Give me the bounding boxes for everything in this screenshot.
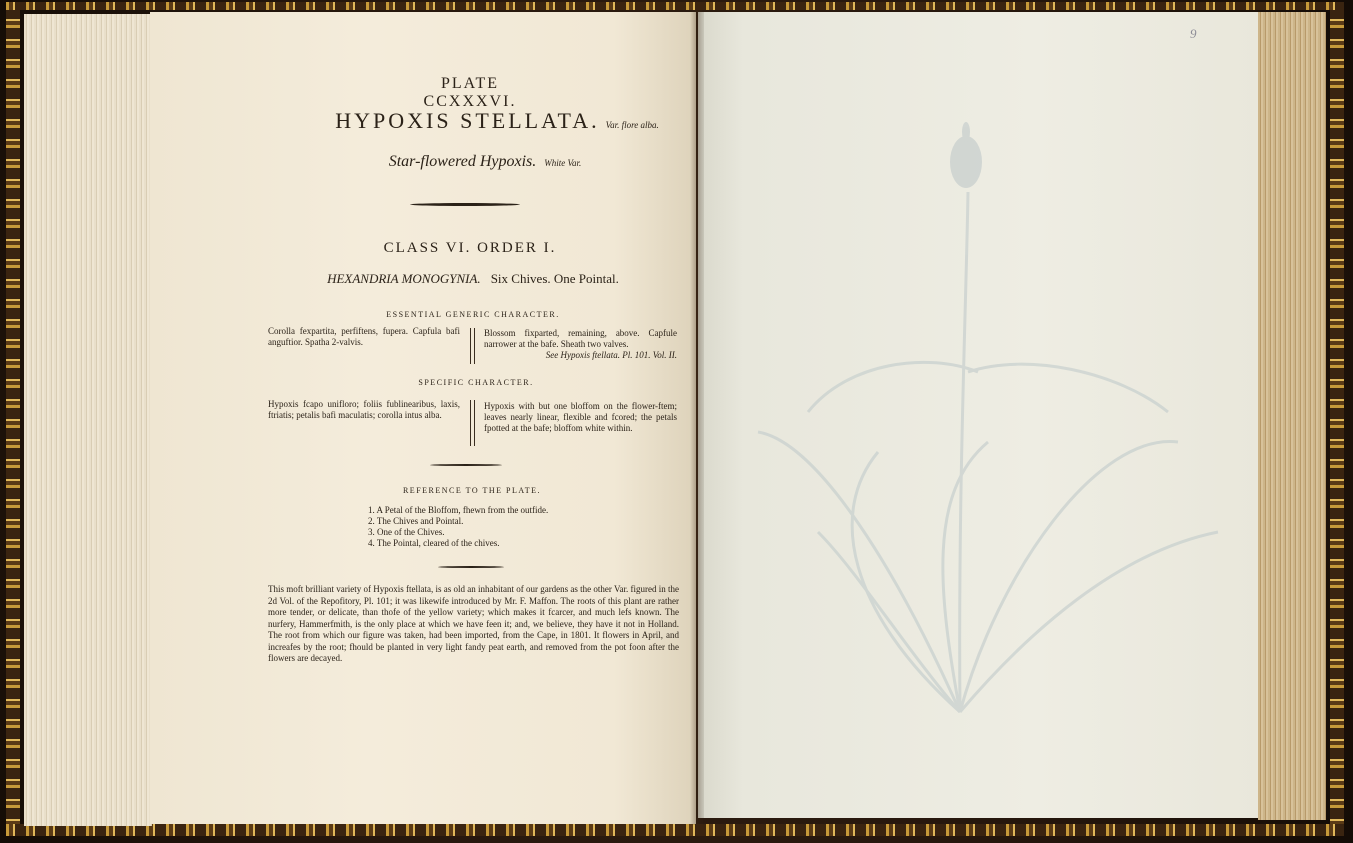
gilt-border-bottom	[6, 824, 1344, 836]
gilt-border-right	[1330, 10, 1344, 828]
essential-english-block	[484, 328, 677, 361]
system-english: Six Chives. One Pointal.	[490, 271, 619, 286]
common-variety: White Var.	[544, 158, 582, 168]
gilt-border-top	[6, 2, 1344, 10]
essential-see-reference: See Hypoxis ftellata. Pl. 101. Vol. II.	[545, 350, 677, 360]
common-name: Star-flowered Hypoxis.	[388, 153, 537, 170]
ornamental-rule	[438, 566, 504, 568]
right-page-edges	[1258, 12, 1326, 820]
plate-number: PLATE CCXXXVI.	[423, 75, 517, 110]
system-latin: HEXANDRIA MONOGYNIA.	[327, 271, 481, 286]
left-page-edges	[24, 14, 152, 826]
class-order: CLASS VI. ORDER I.	[383, 240, 557, 256]
species-title: HYPOXIS STELLATA.	[335, 108, 600, 133]
gilt-border-left	[6, 10, 20, 828]
list-item: 2. The Chives and Pointal.	[368, 516, 464, 526]
ornamental-rule	[410, 203, 520, 206]
species-title-line	[332, 108, 662, 134]
common-name-line	[355, 153, 615, 171]
specific-english: Hypoxis with but one bloffom on the flower-ftem; leaves nearly linear, flexible and fcored; the petals fpotted at the bafe; bloffom white within.	[484, 401, 677, 433]
list-item: 3. One of the Chives.	[368, 527, 445, 537]
essential-english: Blossom fixparted, remaining, above. Capfule narrower at the bafe. Sheath two valves.	[484, 328, 677, 349]
variety-label: Var. flore alba.	[605, 120, 659, 130]
ornamental-rule	[430, 464, 502, 466]
pencil-page-mark: 9	[1190, 26, 1197, 41]
list-item: 4. The Pointal, cleared of the chives.	[368, 538, 500, 548]
column-divider	[470, 400, 475, 446]
specific-latin: Hypoxis fcapo unifloro; foliis fublinearibus, laxis, ftriatis; petalis bafi maculatis; corolla intus alba.	[268, 399, 460, 420]
plate-show-through	[698, 12, 1260, 818]
specific-heading: SPECIFIC CHARACTER.	[418, 378, 534, 387]
reference-heading: REFERENCE TO THE PLATE.	[402, 486, 542, 495]
description-paragraph: This moft brilliant variety of Hypoxis ftellata, is as old an inhabitant of our gardens as the other Var. figured in the 2d Vol. of the Repofitory, Pl. 101; it was likewife introduced by Mr. F. Maffon. The roots of this plant are rather more tender, or delicate, than thofe of the yellow variety; which makes it fcarcer, and much lefs known. The nurfery, Hammerfmith, is the only place at which we have feen it; and, we believe, they have it not in Holland. The root from which our figure was taken, had been imported, from the Cape, in 1801. It flowers in April, and increafes by the root; fhould be planted in very light fandy peat earth, and removed from the pot foon after the flowers are decayed.	[268, 584, 679, 663]
system-line	[298, 271, 648, 287]
essential-latin: Corolla fexpartita, perfiftens, fupera. Capfula bafi anguftior. Spatha 2-valvis.	[268, 326, 460, 347]
reference-list	[368, 505, 588, 549]
essential-heading: ESSENTIAL GENERIC CHARACTER.	[386, 310, 560, 319]
list-item: 1. A Petal of the Bloffom, fhewn from the outfide.	[368, 505, 549, 515]
column-divider	[470, 328, 475, 364]
